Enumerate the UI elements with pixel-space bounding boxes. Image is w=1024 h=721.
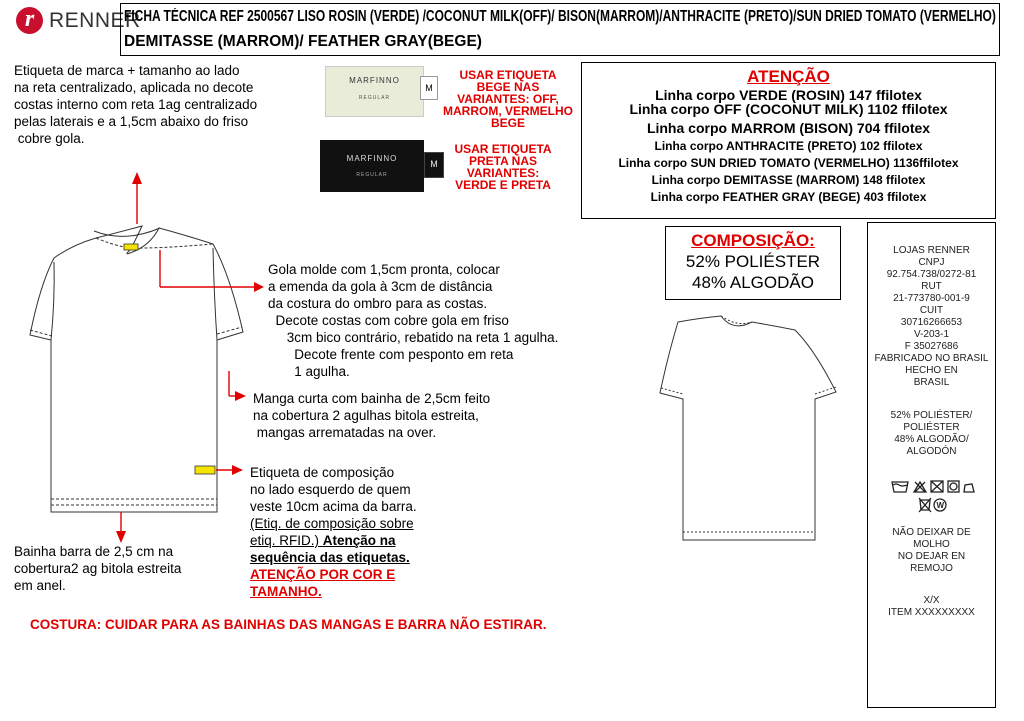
composicao-line-2: 48% ALGODÃO xyxy=(692,273,814,292)
tag-bege-brand: MARFINNO xyxy=(349,76,400,85)
care-label-line: V-203-1 xyxy=(913,329,950,340)
note-atencao-na: Atenção na xyxy=(322,533,396,548)
usar-etiqueta-bege: USAR ETIQUETA BEGE NAS VARIANTES: OFF, MARROM, VERMELHO BEGE xyxy=(443,68,573,130)
note-atencao-cor-1: ATENÇÃO POR COR E xyxy=(250,567,396,582)
care-label-line: NO DEJAR EN xyxy=(897,551,966,562)
care-label-line: RUT xyxy=(921,281,942,292)
note-atencao-cor-2: TAMANHO. xyxy=(250,584,322,599)
note-bainha: Bainha barra de 2,5 cm na cobertura2 ag bitola estreita em anel. xyxy=(14,544,182,593)
brand-label-marker xyxy=(124,244,138,250)
note-manga: Manga curta com bainha de 2,5cm feito na cobertura 2 agulhas bitola estreita, mangas arrematadas na over. xyxy=(253,391,491,440)
care-label-line: ALGODÓN xyxy=(906,446,957,457)
care-label-line: NÃO DEIXAR DE xyxy=(892,527,971,538)
note-etiq-rfid-1: (Etiq. de composição sobre xyxy=(250,516,414,531)
header-line-1: FICHA TÉCNICA REF 2500567 LISO ROSIN (VERDE) /COCONUT MILK(OFF)/ BISON(MARROM)/ANTHRACITE (PRETO)/SUN DRIED TOMATO (VERMELHO) xyxy=(124,8,996,25)
care-label-line: 52% POLIÉSTER/ xyxy=(890,410,973,421)
care-label-line: REMOJO xyxy=(910,563,953,574)
care-label-line: FABRICADO NO BRASIL xyxy=(874,353,989,364)
tag-preta-brand: MARFINNO xyxy=(346,154,398,163)
care-label-line: X/X xyxy=(923,595,940,606)
atencao-title: ATENÇÃO xyxy=(747,67,830,86)
note-etiq-rfid-2: etiq. RFID.) xyxy=(250,533,323,548)
usar-etiqueta-preta: USAR ETIQUETA PRETA NAS VARIANTES: VERDE E PRETA xyxy=(454,142,552,192)
composicao-line-1: 52% POLIÉSTER xyxy=(685,252,821,271)
care-label-line: CUIT xyxy=(919,305,944,316)
care-label-line: ITEM XXXXXXXXX xyxy=(888,607,975,618)
care-label-line: 92.754.738/0272-81 xyxy=(886,269,977,280)
tshirt-small-outline xyxy=(660,316,836,540)
brand-name: RENNER xyxy=(49,9,141,32)
atencao-line: Linha corpo VERDE (ROSIN) 147 ffilotex xyxy=(655,87,922,103)
tag-bege-size-label: M xyxy=(425,83,433,93)
atencao-line: Linha corpo FEATHER GRAY (BEGE) 403 ffilotex xyxy=(650,190,927,204)
care-label-line: MOLHO xyxy=(913,539,950,550)
note-gola: Gola molde com 1,5cm pronta, colocar a emenda da gola à 3cm de distância da costura do ombro para as costas. Decote costas com cobre gola em friso 3cm bico contrário, rebatido na reta 1 agulha. Decote frente com pesponto em reta 1 agulha. xyxy=(268,262,559,379)
note-etiqueta-marca: Etiqueta de marca + tamanho ao lado na reta centralizado, aplicada no decote costas interno com reta 1ag centralizado pelas laterais e a 1,5cm abaixo do friso cobre gola. xyxy=(14,63,258,146)
care-label-line: CNPJ xyxy=(918,257,945,268)
care-label-line: LOJAS RENNER xyxy=(893,245,970,256)
tag-bege-sub: REGULAR xyxy=(358,95,391,101)
renner-logo-icon: r xyxy=(16,7,43,34)
note-costura: COSTURA: CUIDAR PARA AS BAINHAS DAS MANGAS E BARRA NÃO ESTIRAR. xyxy=(30,617,547,632)
tag-preta-size-label: M xyxy=(430,159,438,169)
tag-preta-sub: REGULAR xyxy=(356,172,388,178)
atencao-line: Linha corpo MARROM (BISON) 704 ffilotex xyxy=(646,120,931,136)
atencao-line: Linha corpo ANTHRACITE (PRETO) 102 ffilotex xyxy=(654,139,923,153)
atencao-line: Linha corpo OFF (COCONUT MILK) 1102 ffilotex xyxy=(629,101,948,117)
care-label-line: 48% ALGODÃO/ xyxy=(894,434,969,445)
note-etiqueta-comp-text: Etiqueta de composição no lado esquerdo de quem veste 10cm acima da barra. xyxy=(250,465,417,514)
composition-label-marker xyxy=(195,466,215,474)
care-label-line: 30716266653 xyxy=(900,317,963,328)
care-label-line: F 35027686 xyxy=(904,341,959,352)
note-sequencia: sequência das etiquetas. xyxy=(250,550,410,565)
svg-text:W: W xyxy=(936,501,944,510)
composicao-title: COMPOSIÇÃO: xyxy=(691,231,815,250)
care-label-line: BRASIL xyxy=(913,377,950,388)
header-line-2: DEMITASSE (MARROM)/ FEATHER GRAY(BEGE) xyxy=(124,33,482,50)
atencao-line: Linha corpo SUN DRIED TOMATO (VERMELHO) 1136ffilotex xyxy=(618,156,959,170)
atencao-line: Linha corpo DEMITASSE (MARROM) 148 ffilotex xyxy=(651,173,926,187)
care-label-line: HECHO EN xyxy=(905,365,958,376)
care-label-line: 21-773780-001-9 xyxy=(893,293,970,304)
care-label-line: POLIÉSTER xyxy=(903,422,960,433)
